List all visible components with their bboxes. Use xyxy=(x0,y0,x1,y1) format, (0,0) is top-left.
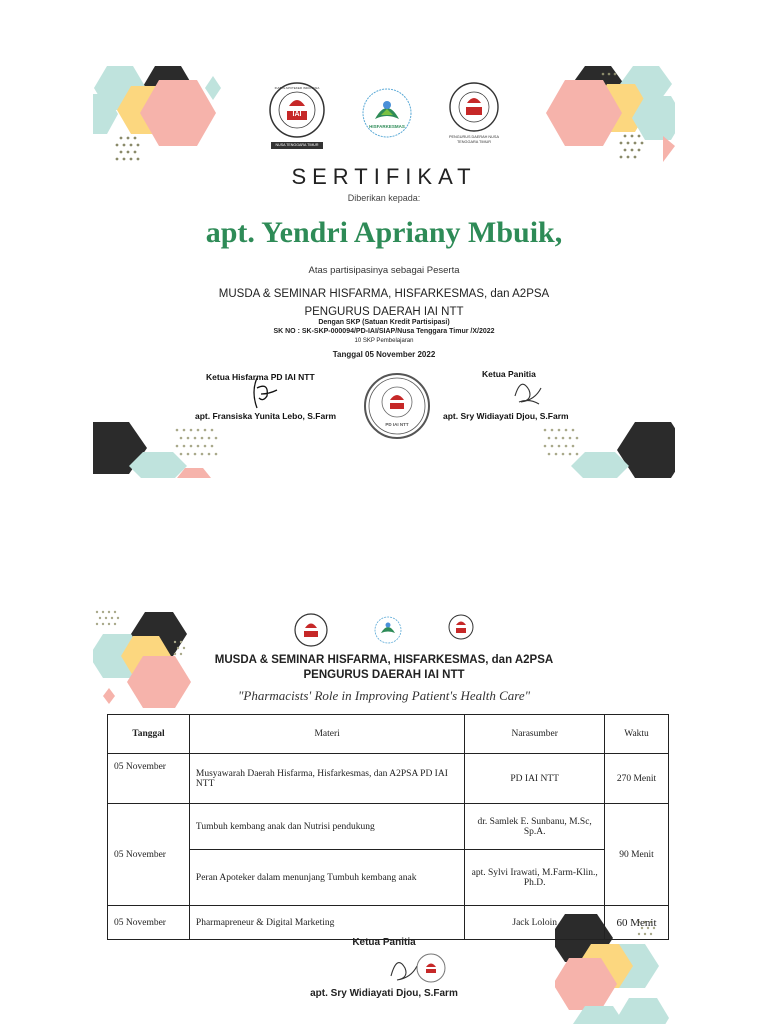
left-signer-name: apt. Fransiska Yunita Lebo, S.Farm xyxy=(195,411,337,421)
row-speaker: Jack Loloin xyxy=(465,906,605,940)
agenda-signer-name: apt. Sry Widiayati Djou, S.Farm xyxy=(310,988,458,999)
row-topic: Peran Apoteker dalam menunjang Tumbuh kembang anak xyxy=(189,850,464,906)
row-speaker: apt. Sylvi Irawati, M.Farm-Klin., Ph.D. xyxy=(465,850,605,906)
row-date: 05 November xyxy=(108,754,190,804)
agenda-card xyxy=(93,604,675,1024)
skp-count: 10 SKP Pembelajaran xyxy=(354,338,414,344)
row-time: 270 Menit xyxy=(605,754,669,804)
table-row xyxy=(108,754,669,804)
table-row xyxy=(108,850,669,906)
iai-logo-small xyxy=(293,612,329,648)
participation-text: Atas partisipasinya sebagai Peserta xyxy=(308,265,460,276)
header-speaker: Narasumber xyxy=(465,715,605,754)
agenda-organizer: PENGURUS DAERAH IAI NTT xyxy=(303,669,465,681)
row-topic: Pharmapreneur & Digital Marketing xyxy=(189,906,464,940)
pd-iai-logo xyxy=(445,81,503,153)
iai-logo-ring-text: IKATAN APOTEKER INDONESIA xyxy=(274,86,320,90)
hisfarkesmas-logo-text: HISFARKESMAS xyxy=(369,124,405,129)
official-stamp xyxy=(363,372,431,440)
row-topic: Tumbuh kembang anak dan Nutrisi pendukung xyxy=(189,804,464,850)
agenda-logo-row xyxy=(93,612,675,648)
agenda-event-name: MUSDA & SEMINAR HISFARMA, HISFARKESMAS, dan A2PSA xyxy=(214,654,554,666)
schedule-table xyxy=(107,714,669,940)
sk-number: SK NO : SK-SKP-000094/PD-IAI/SIAP/Nusa Tenggara Timur /X/2022 xyxy=(273,328,495,335)
pd-iai-logo-caption: PENGURUS DAERAH NUSA TENGGARA TIMUR xyxy=(448,135,499,144)
certificate-card xyxy=(93,66,675,478)
right-signature-scribble xyxy=(509,374,545,410)
agenda-theme: "Pharmacists' Role in Improving Patient's Health Care" xyxy=(237,688,531,703)
right-signer-name: apt. Sry Widiayati Djou, S.Farm xyxy=(443,411,569,421)
agenda-signer-role: Ketua Panitia xyxy=(352,937,416,948)
row-date: 05 November xyxy=(108,906,190,940)
table-row xyxy=(108,906,669,940)
schedule-header-row xyxy=(108,715,669,754)
logo-row xyxy=(93,80,675,154)
recipient-name: apt. Yendri Apriany Mbuik, xyxy=(205,216,563,249)
right-signer-role: Ketua Panitia xyxy=(482,369,536,379)
left-signature-scribble xyxy=(243,376,283,412)
header-topic: Materi xyxy=(189,715,464,754)
iai-logo-text: IAI xyxy=(292,111,302,118)
row-topic: Musyawarah Daerah Hisfarma, Hisfarkesmas, dan A2PSA PD IAI NTT xyxy=(189,754,464,804)
row-date: 05 November xyxy=(108,804,190,906)
stamp-text: PD IAI NTT xyxy=(385,422,409,427)
header-date: Tanggal xyxy=(108,715,190,754)
given-to-label: Diberikan kepada: xyxy=(347,193,421,203)
iai-logo-caption: NUSA TENGGARA TIMUR xyxy=(275,143,319,147)
row-speaker: dr. Samlek E. Sunbanu, M.Sc, Sp.A. xyxy=(465,804,605,850)
pd-iai-logo-small xyxy=(447,613,475,647)
row-time: 90 Menit xyxy=(605,804,669,906)
iai-logo xyxy=(265,80,329,154)
organizer-name: PENGURUS DAERAH IAI NTT xyxy=(304,306,464,318)
hexagon-decoration-bottom-left xyxy=(93,418,233,478)
event-name: MUSDA & SEMINAR HISFARMA, HISFARKESMAS, dan A2PSA xyxy=(218,288,550,300)
hisfarkesmas-logo-small xyxy=(373,615,403,645)
header-time: Waktu xyxy=(605,715,669,754)
skp-line: Dengan SKP (Satuan Kredit Partisipasi) xyxy=(318,319,450,326)
certificate-title: SERTIFIKAT xyxy=(291,164,477,189)
table-row xyxy=(108,804,669,850)
left-signer-role: Ketua Hisfarma PD IAI NTT xyxy=(206,372,315,382)
hisfarkesmas-logo xyxy=(361,87,413,147)
row-time: 60 Menit xyxy=(605,906,669,940)
row-speaker: PD IAI NTT xyxy=(465,754,605,804)
hexagon-decoration-bottom-right xyxy=(525,418,675,478)
certificate-date: Tanggal 05 November 2022 xyxy=(332,350,436,359)
agenda-signature-and-stamp xyxy=(385,950,449,986)
